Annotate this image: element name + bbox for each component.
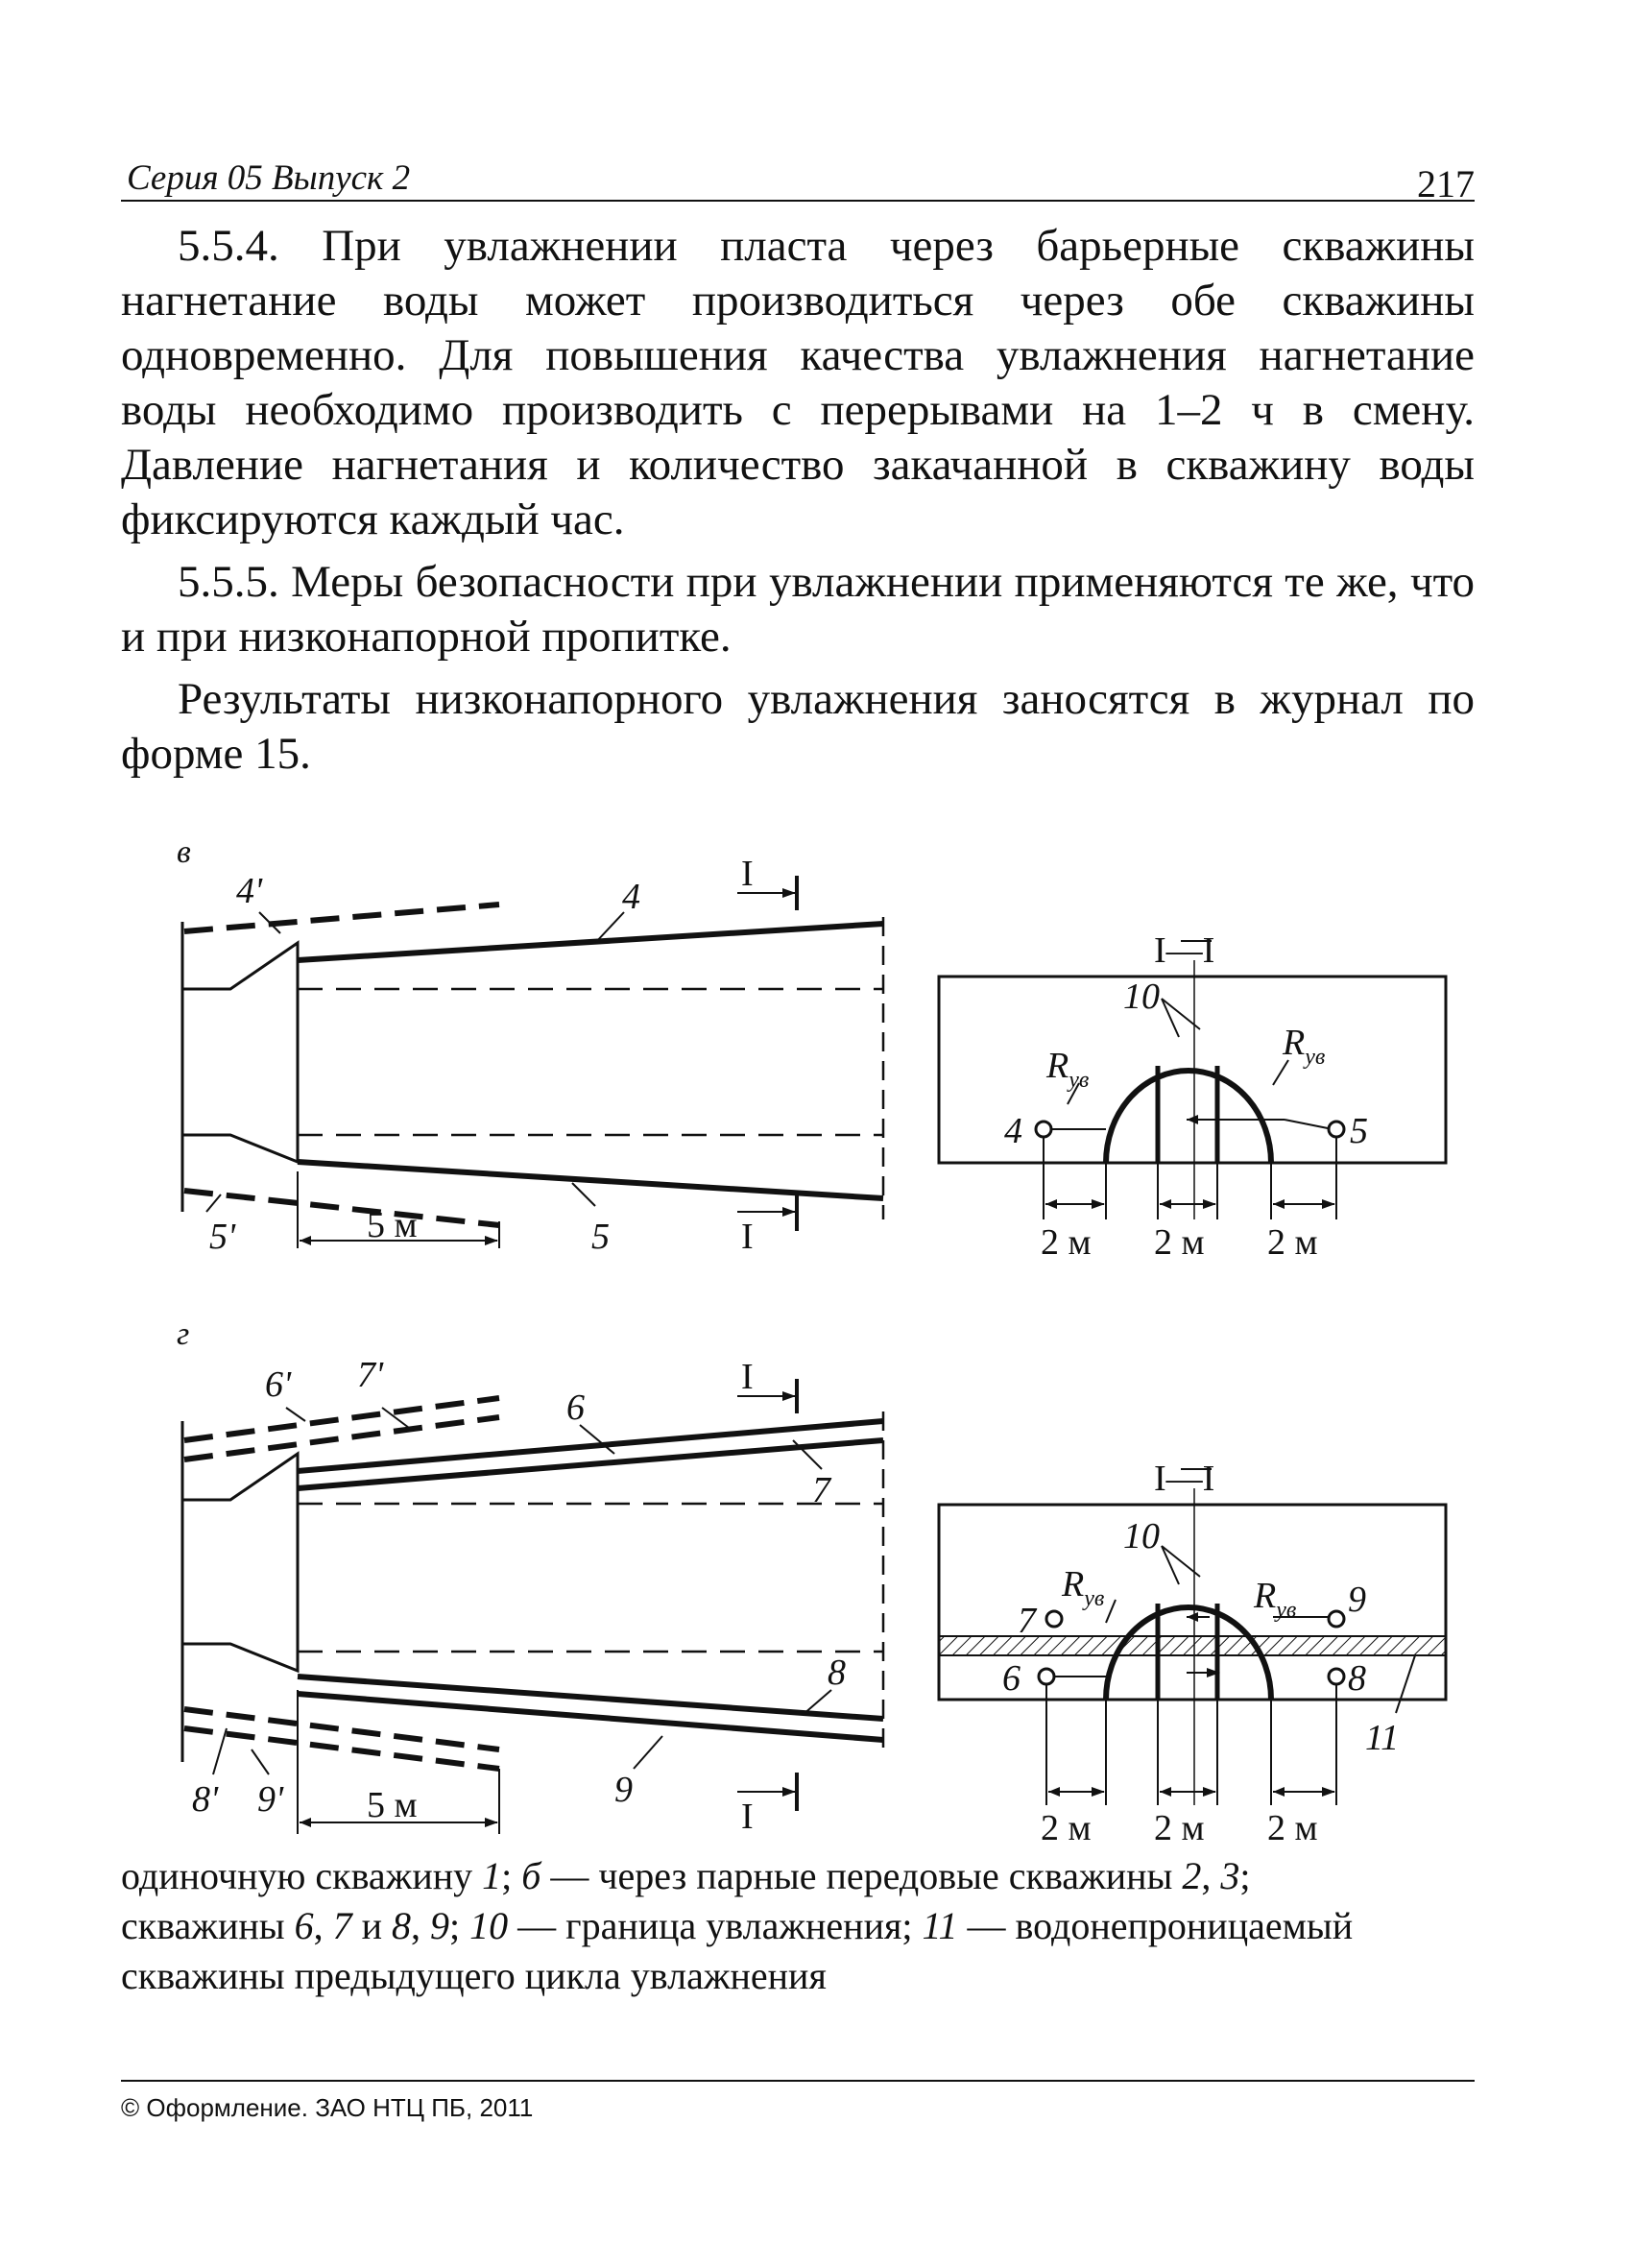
paragraph-5-5-5: 5.5.5. Меры безопасности при увлажнении применяются те же, что и при низконапорной пропитке. <box>121 557 1475 662</box>
label-8p: 8' <box>192 1779 219 1820</box>
paragraph-5-5-4: 5.5.4. При увлажнении пласта через барьерные скважины нагнетание воды может производиться через обе скважины одновременно. Для повышения качества увлажнения нагнетание воды необходимо производить с перерывами на 1–2 ч в смену. Давление нагнетания и количество закачанной в скважину воды фиксируются каждый час. <box>121 221 1475 544</box>
well-label-5: 5 <box>1350 1111 1368 1151</box>
figure-caption <box>121 1851 1503 2001</box>
dim-label-v-2: 2 м <box>1154 1222 1205 1263</box>
well-9 <box>298 1694 883 1740</box>
label-6: 6 <box>566 1387 585 1428</box>
label-8: 8 <box>828 1653 846 1693</box>
leader-5 <box>572 1183 595 1206</box>
leader-5p <box>206 1194 221 1212</box>
panel-v-plan <box>177 834 883 1248</box>
well-6-prev <box>184 1398 499 1440</box>
dim-label-g-1: 2 м <box>1041 1808 1092 1844</box>
label-sec-bot: I <box>741 1217 754 1257</box>
paragraph-results: Результаты низконапорного увлажнения заносятся в журнал по форме 15. <box>121 674 1475 779</box>
label-sec-bot-g: I <box>741 1797 754 1837</box>
leader-9p <box>252 1749 269 1774</box>
label-sec-top-g: I <box>741 1357 754 1397</box>
entry-funnel <box>182 943 298 1162</box>
well-7-prev <box>184 1417 499 1460</box>
leader-6p <box>286 1408 305 1421</box>
radius-leader <box>1285 1120 1333 1129</box>
label-7: 7 <box>812 1470 830 1510</box>
label-5m: 5 м <box>367 1205 418 1245</box>
caption-line-2: скважины 6, 7 и 8, 9; 10 — граница увлажнения; 11 — водонепроницаемый <box>121 1904 1354 1947</box>
caption-line-3: скважины предыдущего цикла увлажнения <box>121 1954 827 1997</box>
label-5: 5 <box>591 1217 610 1257</box>
leader-6 <box>580 1425 614 1454</box>
well-label-7: 7 <box>1018 1601 1036 1641</box>
label-9: 9 <box>614 1770 633 1810</box>
footer-rule <box>121 2080 1475 2082</box>
r-left-g: $R_{ув}$ <box>1062 1564 1105 1611</box>
r-right-g: $R_{ув}$ <box>1254 1576 1297 1623</box>
leader-9 <box>634 1736 662 1769</box>
leader-r-right <box>1273 1060 1288 1085</box>
well-circle-6 <box>1039 1669 1054 1684</box>
well-5 <box>298 1162 883 1198</box>
label-11: 11 <box>1365 1718 1400 1758</box>
impermeable-layer <box>939 1636 1446 1655</box>
label-5p: 5' <box>209 1217 236 1257</box>
label-7p: 7' <box>357 1355 384 1395</box>
label-10-v: 10 <box>1123 977 1160 1017</box>
label-4p: 4' <box>236 871 263 911</box>
well-9-prev <box>184 1728 499 1769</box>
dim-label-v-1: 2 м <box>1041 1222 1092 1263</box>
section-title-v: I—I <box>1154 930 1215 971</box>
leader-11 <box>1396 1655 1415 1713</box>
label-5m-g: 5 м <box>367 1785 418 1825</box>
label-10-g: 10 <box>1123 1516 1160 1556</box>
section-title-g: I—I <box>1154 1459 1215 1499</box>
well-8 <box>298 1677 883 1719</box>
dim-label-g-2: 2 м <box>1154 1808 1205 1844</box>
dim-label-g-3: 2 м <box>1267 1808 1318 1844</box>
label-sec-top: I <box>741 854 754 894</box>
well-circle-8 <box>1329 1669 1344 1684</box>
leader-8p <box>213 1728 227 1774</box>
panel-label-v: в <box>177 834 191 870</box>
panel-v-section-labels <box>1004 930 1368 1263</box>
well-4 <box>298 924 883 960</box>
well-4-prev <box>184 905 499 931</box>
well-circle-9 <box>1329 1611 1344 1627</box>
panel-v-labels <box>209 854 754 1257</box>
page-number: 217 <box>1417 162 1475 205</box>
moisture-boundary-arc <box>1106 1071 1271 1163</box>
well-label-8: 8 <box>1348 1658 1366 1699</box>
caption-line-1: одиночную скважину 1; б — через парные передовые скважины 2, 3; <box>121 1854 1251 1897</box>
well-8-prev <box>184 1709 499 1749</box>
r-left-v: $R_{ув}$ <box>1046 1046 1090 1093</box>
label-6p: 6' <box>265 1364 292 1405</box>
label-9p: 9' <box>257 1779 284 1820</box>
dim-label-v-3: 2 м <box>1267 1222 1318 1263</box>
footer-copyright: © Оформление. ЗАО НТЦ ПБ, 2011 <box>121 2093 534 2122</box>
well-circle-7 <box>1046 1611 1062 1627</box>
panel-label-g: г <box>177 1316 190 1352</box>
well-circle-4 <box>1036 1122 1051 1137</box>
well-label-9: 9 <box>1348 1580 1366 1620</box>
r-right-v: $R_{ув}$ <box>1283 1023 1326 1070</box>
series-title: Серия 05 Выпуск 2 <box>127 158 411 198</box>
well-label-4: 4 <box>1004 1111 1022 1151</box>
panel-v-section <box>939 941 1446 1219</box>
well-label-6: 6 <box>1002 1658 1021 1699</box>
entry-funnel-g <box>182 1454 298 1671</box>
label-4: 4 <box>622 877 640 917</box>
well-circle-5 <box>1329 1122 1344 1137</box>
